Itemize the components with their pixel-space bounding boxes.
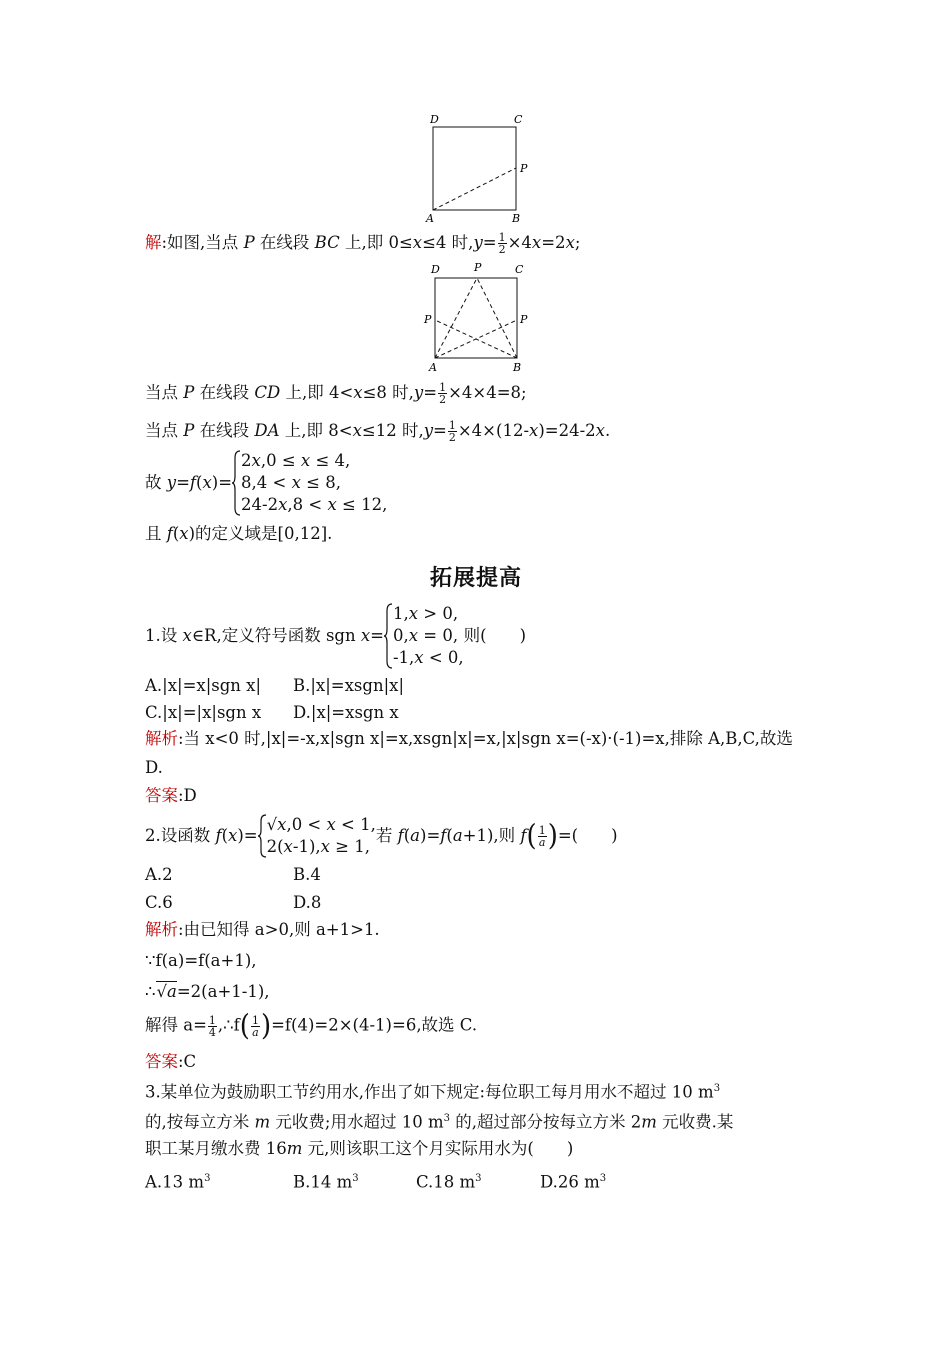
case-line: 8,4 < 𝑥 ≤ 8, (241, 473, 341, 492)
case-line: √𝑥,0 < 𝑥 < 1, (266, 815, 376, 834)
text: ×4 (507, 233, 532, 252)
fig1-label-a: A (426, 212, 434, 225)
var: x (228, 826, 238, 845)
fig1-label-d: D (430, 113, 439, 126)
text: ∈R,定义符号函数 sgn (191, 626, 361, 645)
q3-option-b: B.14 $m^3$ (293, 1172, 359, 1192)
q2-analysis-line-3 (145, 981, 270, 1003)
text: 上,即 0≤ (339, 233, 413, 252)
q2-option-d: D.8 (293, 893, 322, 912)
var: x (529, 421, 539, 440)
paren: ( (526, 819, 537, 853)
q1-analysis-line-1 (145, 728, 793, 750)
text: ,∴f (217, 1015, 240, 1035)
case-line: -1,𝑥 < 0, (392, 648, 464, 667)
text: 元收费.某 (656, 1112, 734, 1132)
q1-option-a: A.|x|=x|sgn x| (145, 676, 262, 695)
text: =2(a+1-1), (176, 982, 270, 1001)
text: = (176, 473, 190, 492)
q1-option-b: B.|x|=xsgn|x| (293, 676, 405, 695)
q1-option-c: C.|x|=|x|sgn x (145, 703, 262, 722)
figure-square-1 (420, 110, 540, 228)
q1-stem (145, 603, 526, 669)
fraction: $\frac{1}{4}$ (208, 1013, 216, 1039)
text: ∴ (145, 982, 156, 1001)
fraction: $\frac{1}{\text{𝑎}}$ (538, 823, 546, 849)
text: +1),则 (462, 826, 521, 845)
q2-analysis-line-2: ∵f(a)=f(a+1), (145, 951, 257, 970)
q1-answer (145, 785, 197, 807)
text: 在线段 (194, 421, 255, 440)
jiexi-label: 解析 (145, 729, 178, 748)
var: x (412, 233, 423, 252)
q2-answer (145, 1051, 196, 1073)
left-brace (258, 814, 267, 858)
daan-label: 答案 (145, 1052, 178, 1071)
var: DA (254, 421, 280, 440)
fig2-label-a: A (429, 361, 437, 374)
paren: ) (260, 1009, 272, 1043)
var: f (440, 826, 447, 845)
text: 且 (145, 524, 167, 543)
fraction: $\frac{1}{2}$ (448, 419, 456, 444)
text: 当点 (145, 421, 184, 440)
var: BC (314, 233, 340, 252)
text: = (370, 626, 384, 645)
var: x (202, 473, 212, 492)
var: f (520, 826, 527, 845)
var: a (410, 826, 421, 845)
section-heading: 拓展提高 (429, 566, 522, 591)
fraction: $\frac{1}{2}$ (439, 381, 447, 406)
sup: 3 (713, 1083, 721, 1094)
cases (241, 450, 387, 516)
text: = (433, 421, 447, 440)
var: f (166, 524, 173, 543)
fig2-label-b: B (513, 361, 522, 374)
case-line: 2(𝑥-1),𝑥 ≥ 1, (266, 837, 370, 856)
text: )=24-2 (538, 421, 596, 440)
text: :D (178, 786, 197, 805)
text: :由已知得 a>0,则 a+1>1. (178, 920, 380, 939)
text: 则( ) (463, 626, 527, 645)
var: CD (254, 383, 281, 402)
text: 在线段 (194, 383, 255, 402)
text: :C (178, 1052, 197, 1071)
figure-square-2 (420, 258, 540, 376)
q2-option-b: B.4 (293, 865, 321, 884)
q3-option-d: D.26 $m^3$ (540, 1172, 607, 1192)
text: :当 x<0 时,|x|=-x,x|sgn x|=x,xsgn|x|=x,|x|sgn x=(-x)·(-1)=x,排除 A,B,C,故选 (178, 729, 793, 748)
q3-option-c: C.18 $m^3$ (416, 1172, 482, 1192)
var: f (215, 826, 222, 845)
text: 若 (375, 826, 398, 845)
text: ×4×(12- (457, 421, 530, 440)
left-brace (384, 603, 393, 669)
text: 解得 a= (145, 1015, 207, 1035)
fig1-label-c: C (514, 113, 523, 126)
text: ( (403, 826, 411, 845)
fig2-label-pright: P (520, 313, 528, 326)
var: y (166, 473, 177, 492)
var: x (360, 626, 371, 645)
text: :如图,当点 (161, 233, 244, 252)
text: 2.设函数 (145, 826, 216, 845)
case-line: 0,𝑥 = 0, (392, 626, 459, 645)
var: y (473, 233, 483, 252)
piecewise-result (145, 450, 387, 516)
text: ≤4 时, (422, 233, 474, 252)
var: y (423, 421, 434, 440)
text: ; (574, 233, 581, 252)
var: y (413, 383, 424, 402)
text: = (423, 383, 438, 402)
text: ( (172, 524, 180, 543)
text: )= (211, 473, 233, 492)
var: x (182, 626, 192, 645)
text: 3.某单位为鼓励职工节约用水,作出了如下规定:每位职工每月用水不超过 10 m (145, 1082, 714, 1102)
var: m (254, 1112, 271, 1132)
text: 1.设 (145, 626, 183, 645)
paren: ( (239, 1009, 250, 1043)
text: =( ) (557, 826, 618, 845)
text: 上,即 8< (279, 421, 353, 440)
solution-line-3 (145, 420, 610, 443)
case-line: 24-2𝑥,8 < 𝑥 ≤ 12, (241, 495, 388, 514)
paren: ) (547, 819, 558, 853)
text: ( (446, 826, 453, 845)
cases (267, 814, 376, 858)
var: x (353, 383, 363, 402)
solution-line-2 (145, 382, 527, 405)
text: 当点 (145, 383, 184, 402)
left-brace (232, 450, 241, 516)
text: 的,按每立方米 (145, 1112, 255, 1132)
fig2-label-d: D (431, 263, 440, 276)
var: x (531, 233, 542, 252)
text: ≤12 时, (361, 421, 424, 440)
text: 职工某月缴水费 16 (145, 1139, 287, 1158)
text: 在线段 (254, 233, 315, 252)
text: = (482, 233, 497, 252)
var: x (179, 524, 189, 543)
q1-option-d: D.|x|=xsgn x (293, 703, 399, 722)
sup: 3 (443, 1113, 450, 1124)
fig2-label-c: C (515, 263, 524, 276)
text: 上,即 4< (280, 383, 354, 402)
q3-line-3 (145, 1138, 573, 1160)
var: P (243, 233, 255, 252)
text: ( (196, 473, 203, 492)
text: =2 (541, 233, 566, 252)
jiexi-label: 解析 (145, 920, 178, 939)
fig1-label-p: P (520, 162, 528, 175)
case-line: 1,𝑥 > 0, (392, 604, 459, 623)
q2-analysis-line-1 (145, 919, 380, 941)
text: 的,超过部分按每立方米 2 (449, 1112, 642, 1132)
q3-line-2 (145, 1108, 733, 1134)
q2-analysis-line-4 (145, 1009, 478, 1043)
text: . (604, 421, 611, 440)
var: m (641, 1112, 657, 1132)
q3-option-a: A.13 $m^3$ (145, 1172, 211, 1192)
var: f (189, 473, 197, 492)
var: P (183, 421, 195, 440)
solution-line-1 (145, 232, 580, 255)
var: m (286, 1139, 303, 1158)
text: )= (237, 826, 258, 845)
text: 元收费;用水超过 10 m (270, 1112, 444, 1132)
var: a (452, 826, 463, 845)
fraction: $\frac{1}{2}$ (498, 231, 506, 256)
q3-line-1 (145, 1078, 720, 1104)
var: x (352, 421, 362, 440)
text: ( (221, 826, 229, 845)
fig2-label-pleft: P (424, 313, 432, 326)
text: 元,则该职工这个月实际用水为( ) (302, 1139, 574, 1158)
cases (393, 603, 464, 669)
text: )= (420, 826, 441, 845)
domain-line (145, 523, 332, 545)
sqrt: √𝑎 (156, 982, 177, 1001)
text: =f(4)=2×(4-1)=6,故选 C. (271, 1015, 478, 1035)
q1-analysis-line-2: D. (145, 758, 163, 777)
fig1-label-b: B (512, 212, 521, 225)
case-line: 2𝑥,0 ≤ 𝑥 ≤ 4, (241, 451, 351, 470)
fig2-label-ptop: P (474, 261, 482, 274)
text: 故 (145, 473, 167, 492)
var: f (397, 826, 404, 845)
var: x (565, 233, 575, 252)
q2-option-a: A.2 (145, 865, 173, 884)
jie-label: 解 (145, 233, 162, 252)
text: )的定义域是[0,12]. (188, 524, 333, 543)
var: x (595, 421, 605, 440)
fraction: $\frac{1}{\text{𝑎}}$ (251, 1013, 259, 1039)
text: ×4×4=8; (448, 383, 527, 402)
text: ≤8 时, (362, 383, 414, 402)
q2-stem (145, 814, 618, 858)
daan-label: 答案 (145, 786, 178, 805)
q2-option-c: C.6 (145, 893, 173, 912)
var: P (183, 383, 195, 402)
